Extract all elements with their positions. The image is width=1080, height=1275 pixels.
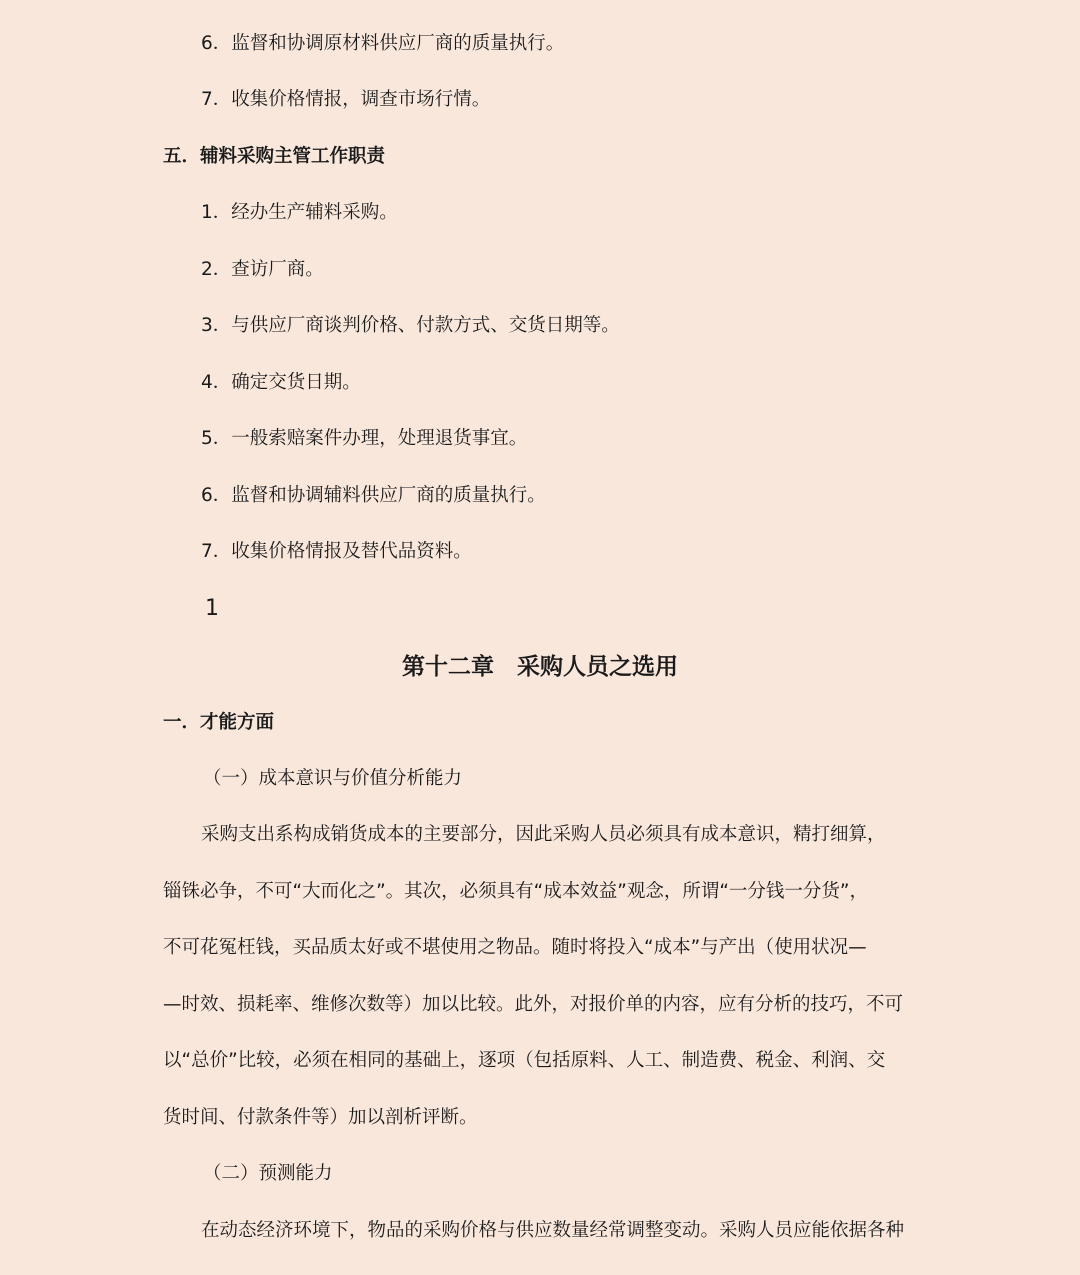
list-item: 2．查访厂商。 (201, 259, 324, 280)
list-item: 6．监督和协调辅料供应厂商的质量执行。 (201, 485, 546, 506)
list-item: 3．与供应厂商谈判价格、付款方式、交货日期等。 (201, 315, 620, 336)
list-item: 5．一般索赔案件办理，处理退货事宜。 (201, 428, 528, 449)
paragraph-line: 不可花冤枉钱，买品质太好或不堪使用之物品。随时将投入“成本”与产出（使用状况— (163, 937, 867, 958)
page-number: 1 (205, 596, 219, 621)
subsection-heading: （二）预测能力 (203, 1163, 333, 1184)
list-item: 7．收集价格情报，调查市场行情。 (201, 89, 491, 110)
list-item: 1．经办生产辅料采购。 (201, 202, 398, 223)
paragraph-line: 采购支出系构成销货成本的主要部分，因此采购人员必须具有成本意识，精打细算， (201, 824, 886, 845)
section-heading: 五．辅料采购主管工作职责 (163, 146, 386, 167)
list-item: 4．确定交货日期。 (201, 372, 361, 393)
chapter-title-wrap (0, 652, 1080, 682)
section-heading: 一．才能方面 (163, 712, 275, 733)
chapter-title: 第十二章 采购人员之选用 (402, 654, 678, 680)
subsection-heading: （一）成本意识与价值分析能力 (203, 768, 463, 789)
list-item: 7．收集价格情报及替代品资料。 (201, 541, 472, 562)
paragraph-line: 在动态经济环境下，物品的采购价格与供应数量经常调整变动。采购人员应能依据各种 (201, 1220, 905, 1241)
paragraph-line: 货时间、付款条件等）加以剖析评断。 (163, 1107, 478, 1128)
paragraph-line: 锱铢必争，不可“大而化之”。其次，必须具有“成本效益”观念，所谓“一分钱一分货”， (163, 881, 869, 902)
list-item: 6．监督和协调原材料供应厂商的质量执行。 (201, 33, 565, 54)
paragraph-line: 以“总价”比较，必须在相同的基础上，逐项（包括原料、人工、制造费、税金、利润、交 (163, 1050, 886, 1071)
paragraph-line: —时效、损耗率、维修次数等）加以比较。此外，对报价单的内容，应有分析的技巧，不可 (163, 994, 904, 1015)
